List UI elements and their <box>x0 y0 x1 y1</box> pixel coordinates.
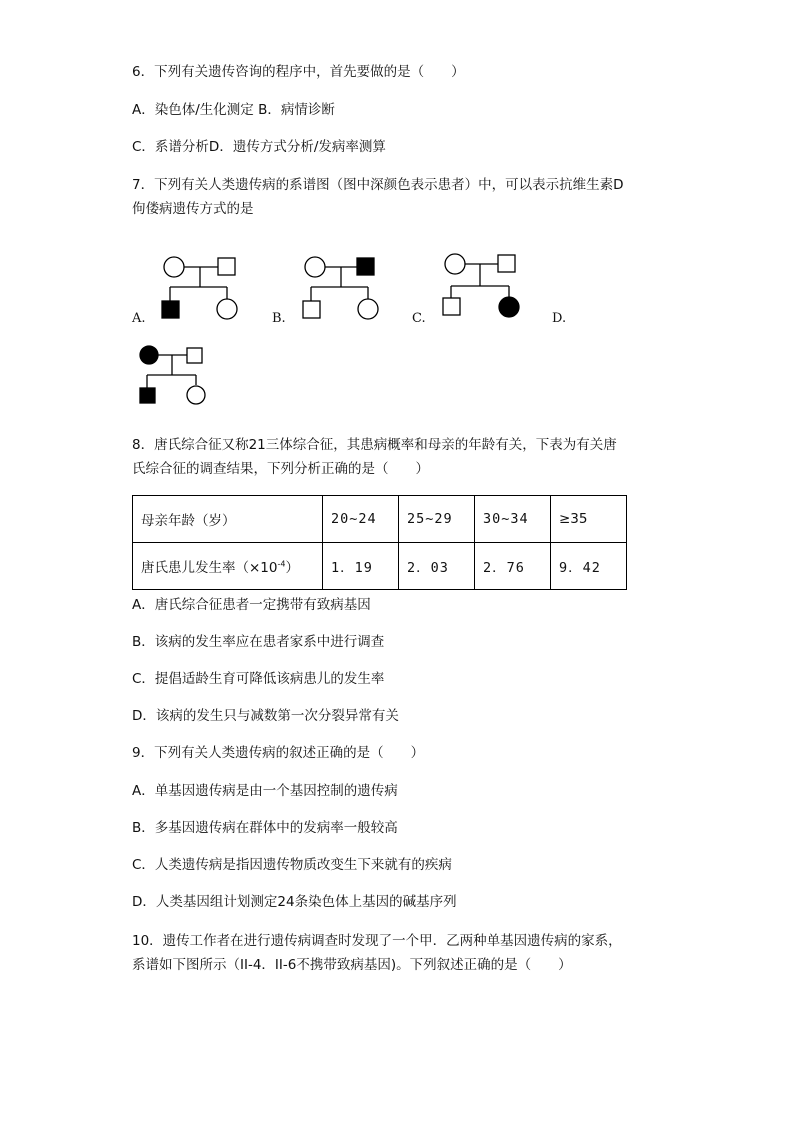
pedigree-b-label: B. <box>272 311 286 326</box>
q8-option-b: B．该病的发生率应在患者家系中进行调查 <box>132 634 385 650</box>
q6-stem: 6．下列有关遗传咨询的程序中，首先要做的是（ ） <box>132 64 465 80</box>
q9-option-d: D．人类基因组计划测定24条染色体上基因的碱基序列 <box>132 894 457 910</box>
q6-options-cd: C．系谱分析D．遗传方式分析/发病率测算 <box>132 139 386 155</box>
incidence-label-end: ） <box>285 560 299 576</box>
pedigree-a-father <box>218 258 235 275</box>
pedigree-c <box>434 247 534 322</box>
table-header-mother-age: 母亲年龄（岁） <box>133 496 323 543</box>
table-row <box>133 496 627 543</box>
q7-stem-line1: 7．下列有关人类遗传病的系谱图（图中深颜色表示患者）中，可以表示抗维生素D <box>132 177 624 193</box>
pedigree-b-daughter <box>358 299 378 319</box>
table-cell-rate: 9．42 <box>551 543 627 590</box>
pedigree-c-daughter-affected <box>499 297 519 317</box>
pedigree-d-label: D. <box>552 311 567 326</box>
table-cell-rate: 2．76 <box>475 543 551 590</box>
pedigree-d-son-affected <box>140 388 155 403</box>
pedigree-c-mother <box>445 254 465 274</box>
q8-option-d: D．该病的发生只与减数第一次分裂异常有关 <box>132 708 399 724</box>
incidence-label: 唐氏患儿发生率（×10 <box>141 560 278 576</box>
pedigree-d <box>132 340 222 410</box>
pedigree-c-father <box>498 255 515 272</box>
down-syndrome-table <box>132 495 627 590</box>
pedigree-b-father-affected <box>357 258 374 275</box>
table-cell-age: 25~29 <box>399 496 475 543</box>
q8-stem-line2: 氏综合征的调查结果，下列分析正确的是（ ） <box>132 461 429 477</box>
q10-stem-line1: 10．遗传工作者在进行遗传病调查时发现了一个甲．乙两种单基因遗传病的家系， <box>132 933 622 949</box>
table-cell-age: 30~34 <box>475 496 551 543</box>
pedigree-a <box>150 250 250 325</box>
q9-option-b: B．多基因遗传病在群体中的发病率一般较高 <box>132 820 398 836</box>
pedigree-c-son <box>443 298 460 315</box>
incidence-exponent: -4 <box>277 559 286 569</box>
pedigree-b-mother <box>305 257 325 277</box>
pedigree-a-label: A. <box>132 311 146 326</box>
pedigree-c-label: C. <box>412 311 426 326</box>
pedigree-b <box>293 250 393 325</box>
table-cell-age: ≥35 <box>551 496 627 543</box>
q6-options-ab: A．染色体/生化测定 B．病情诊断 <box>132 102 335 118</box>
pedigree-a-daughter <box>217 299 237 319</box>
table-cell-rate: 1．19 <box>323 543 399 590</box>
q8-option-a: A．唐氏综合征患者一定携带有致病基因 <box>132 597 371 613</box>
q9-option-c: C．人类遗传病是指因遗传物质改变生下来就有的疾病 <box>132 857 452 873</box>
q8-stem-line1: 8．唐氏综合征又称21三体综合征，其患病概率和母亲的年龄有关，下表为有关唐 <box>132 437 617 453</box>
table-row <box>133 543 627 590</box>
q9-stem: 9．下列有关人类遗传病的叙述正确的是（ ） <box>132 745 425 761</box>
table-cell-age: 20~24 <box>323 496 399 543</box>
pedigree-a-mother <box>164 257 184 277</box>
table-header-incidence <box>133 543 323 590</box>
q10-stem-line2: 系谱如下图所示（II-4．II-6不携带致病基因)。下列叙述正确的是（ ） <box>132 957 572 973</box>
pedigree-d-mother-affected <box>140 346 158 364</box>
q7-stem-line2: 佝偻病遗传方式的是 <box>132 201 254 217</box>
q8-option-c: C．提倡适龄生育可降低该病患儿的发生率 <box>132 671 385 687</box>
pedigree-a-son-affected <box>162 301 179 318</box>
pedigree-d-daughter <box>187 386 205 404</box>
pedigree-d-father <box>187 348 202 363</box>
pedigree-b-son <box>303 301 320 318</box>
q9-option-a: A．单基因遗传病是由一个基因控制的遗传病 <box>132 783 398 799</box>
table-cell-rate: 2．03 <box>399 543 475 590</box>
